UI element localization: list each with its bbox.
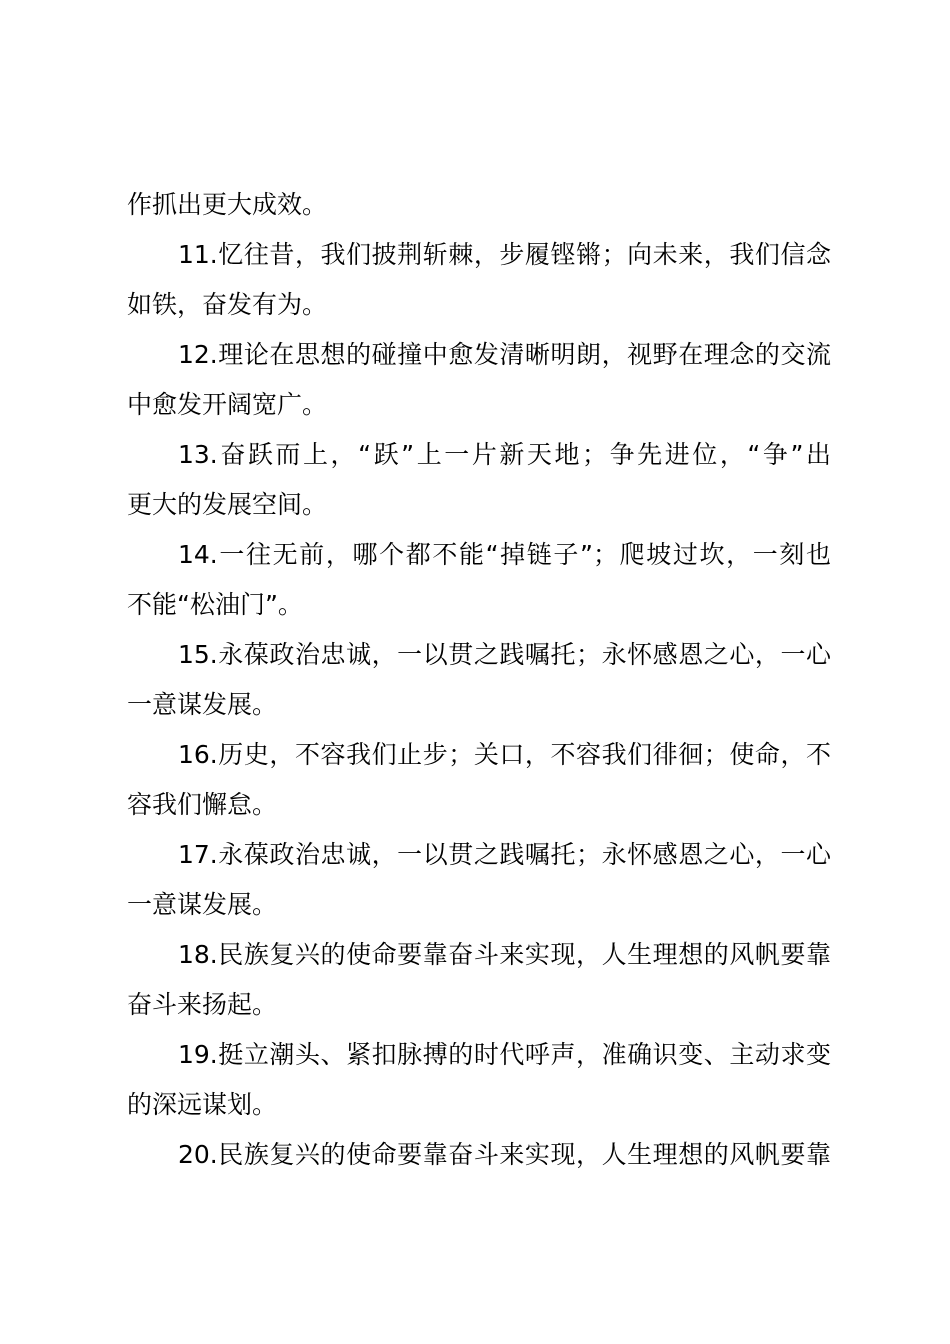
list-item-15-line-2: 一意谋发展。 [127, 690, 278, 719]
list-item-11-line-2: 如铁，奋发有为。 [127, 290, 328, 319]
list-item-11-line-1: 11.忆往昔，我们披荆斩棘，步履铿锵；向未来，我们信念 [178, 240, 831, 269]
list-item-19-line-1: 19.挺立潮头、紧扣脉搏的时代呼声，准确识变、主动求变 [178, 1040, 831, 1069]
list-item-14-line-1: 14.一往无前，哪个都不能“掉链子”；爬坡过坎，一刻也 [178, 540, 831, 569]
list-item-16-line-1: 16.历史，不容我们止步；关口，不容我们徘徊；使命，不 [178, 740, 831, 769]
list-item-17-line-2: 一意谋发展。 [127, 890, 278, 919]
list-item-14-line-2: 不能“松油门”。 [127, 590, 303, 619]
list-item-13-line-2: 更大的发展空间。 [127, 490, 328, 519]
continuation-line: 作抓出更大成效。 [127, 190, 328, 219]
document-body [127, 180, 831, 1180]
list-item-15-line-1: 15.永葆政治忠诚，一以贯之践嘱托；永怀感恩之心，一心 [178, 640, 831, 669]
list-item-16-line-2: 容我们懈怠。 [127, 790, 278, 819]
list-item-19-line-2: 的深远谋划。 [127, 1090, 278, 1119]
list-item-12-line-1: 12.理论在思想的碰撞中愈发清晰明朗，视野在理念的交流 [178, 340, 831, 369]
list-item-17-line-1: 17.永葆政治忠诚，一以贯之践嘱托；永怀感恩之心，一心 [178, 840, 831, 869]
list-item-13-line-1: 13.奋跃而上，“跃”上一片新天地；争先进位，“争”出 [178, 440, 831, 469]
list-item-18-line-1: 18.民族复兴的使命要靠奋斗来实现，人生理想的风帆要靠 [178, 940, 831, 969]
list-item-18-line-2: 奋斗来扬起。 [127, 990, 278, 1019]
list-item-20-line-1: 20.民族复兴的使命要靠奋斗来实现，人生理想的风帆要靠 [178, 1140, 831, 1169]
list-item-12-line-2: 中愈发开阔宽广。 [127, 390, 328, 419]
